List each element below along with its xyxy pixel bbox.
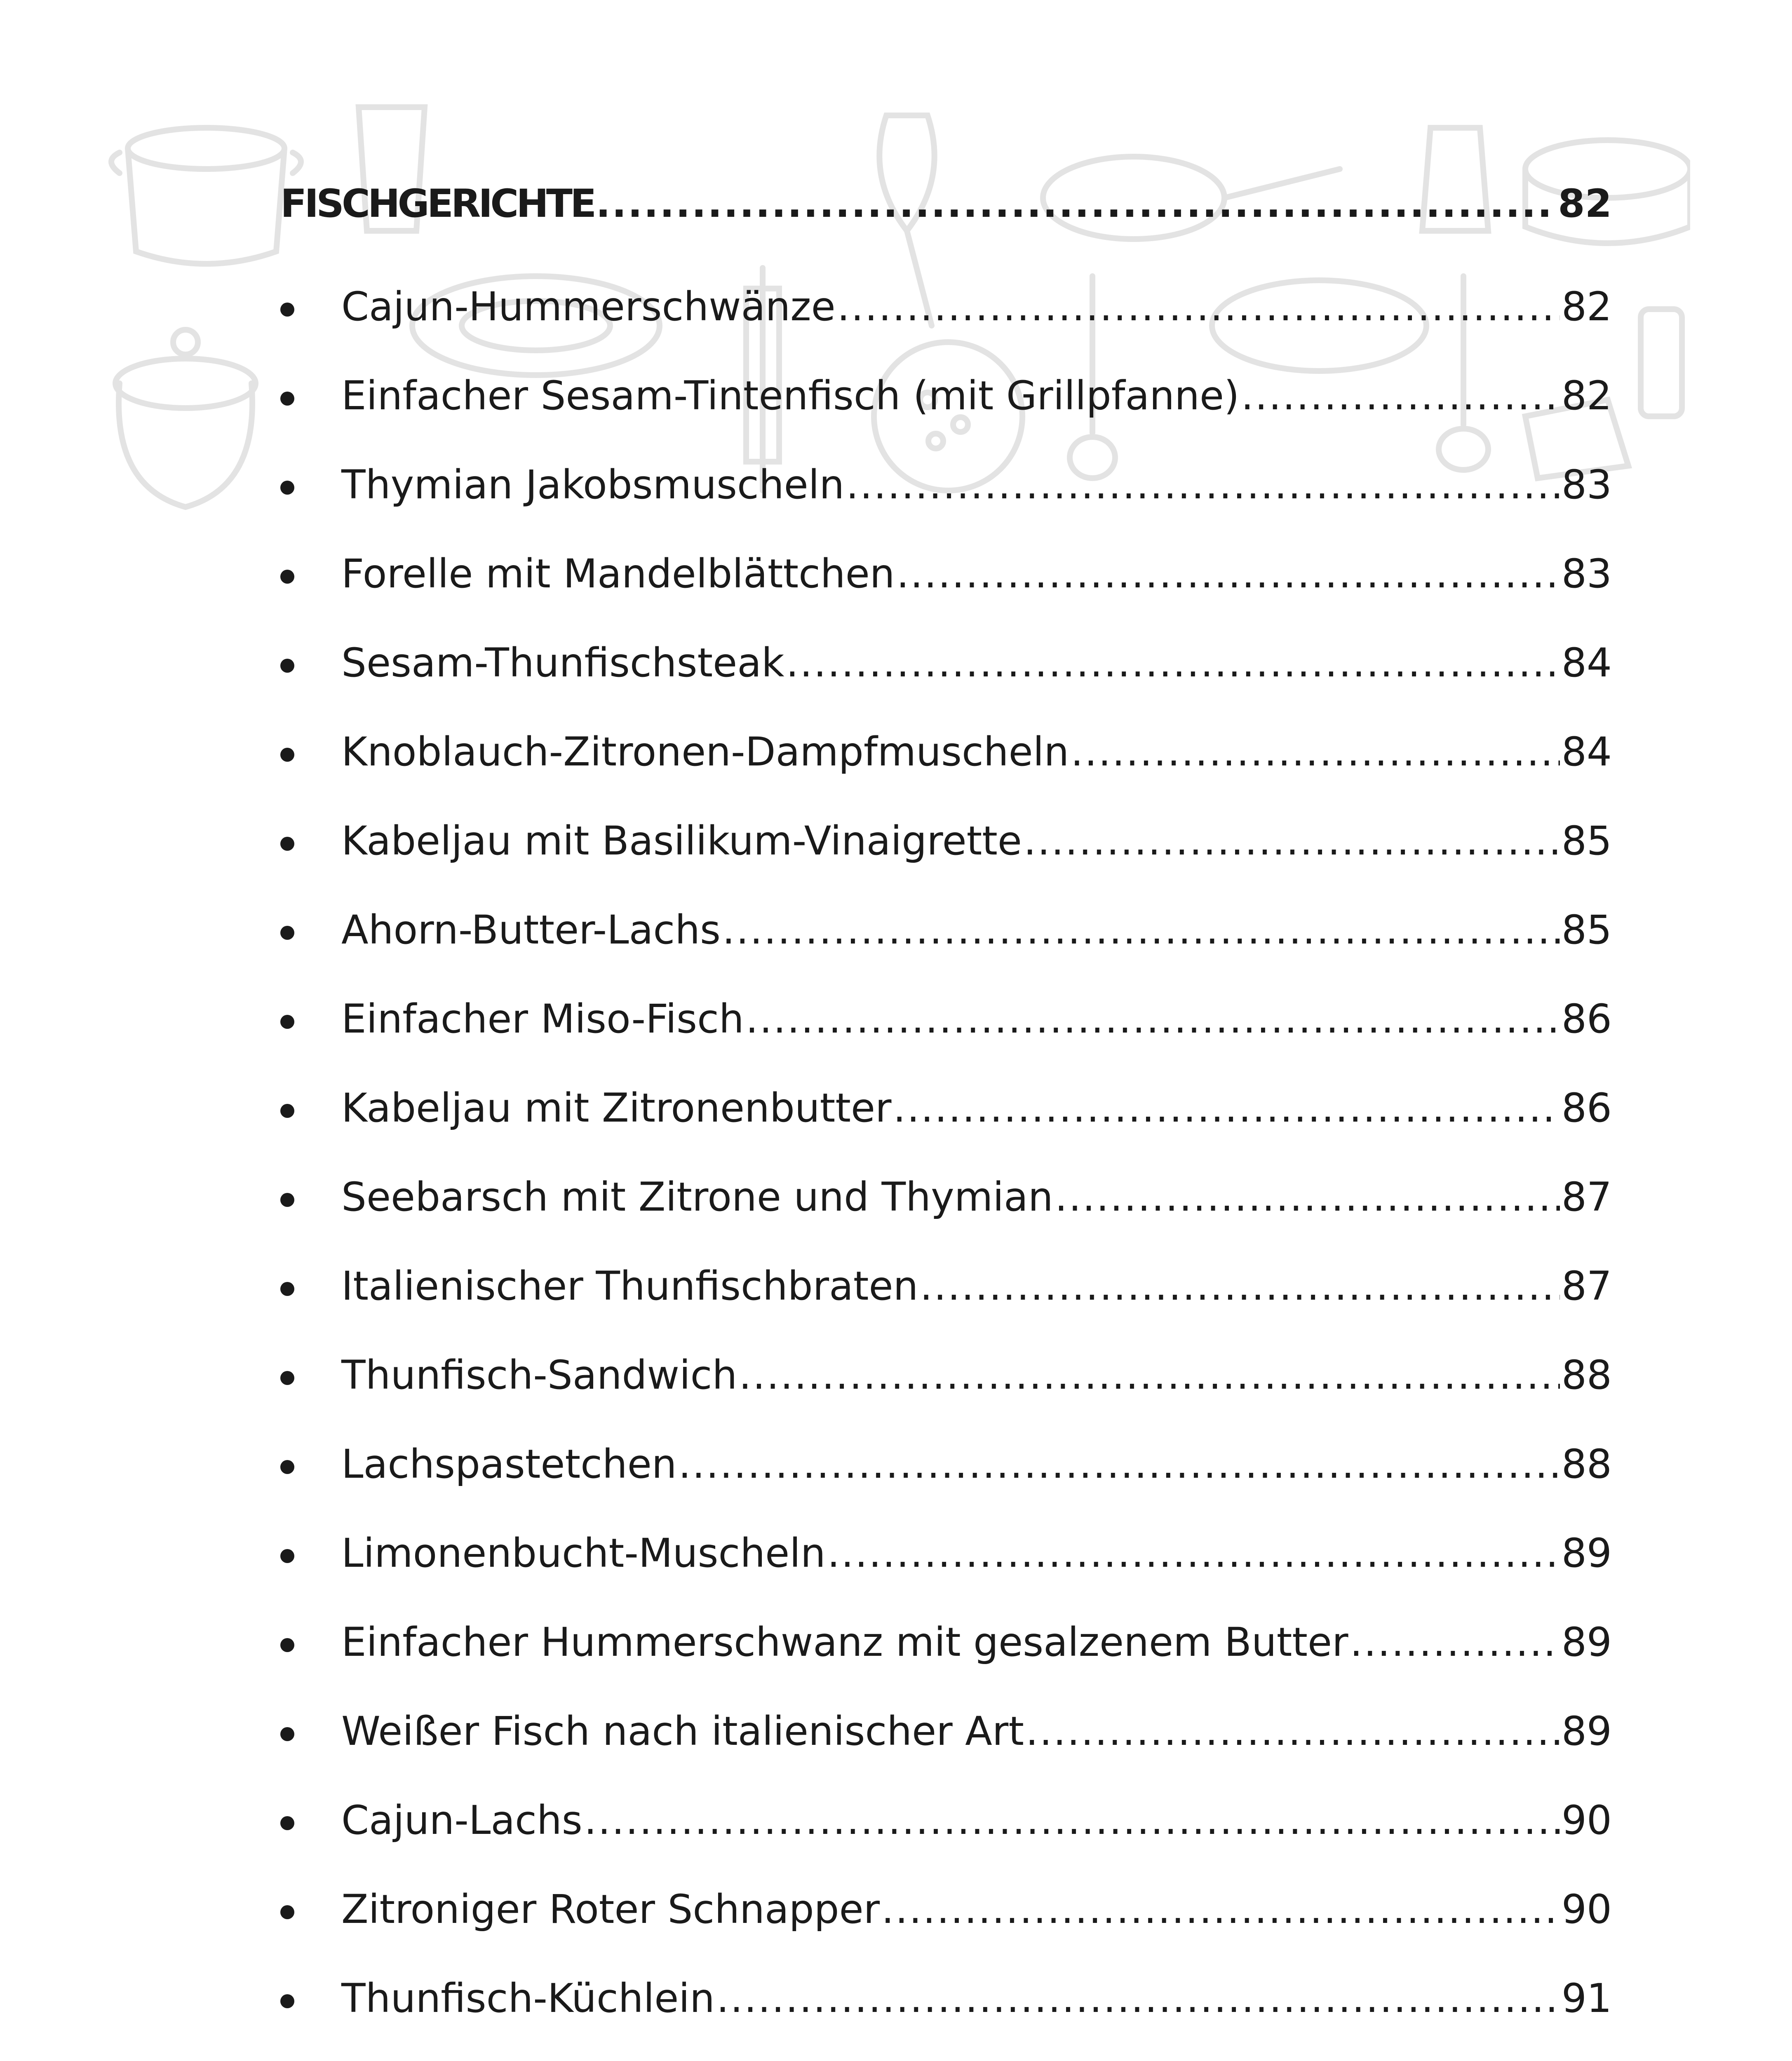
toc-entry-title: Ahorn-Butter-Lachs <box>341 907 721 953</box>
toc-entry-title: Thymian Jakobsmuscheln <box>341 462 845 508</box>
toc-leader-dots <box>893 1088 1559 1128</box>
toc-entry-page: 85 <box>1561 818 1612 864</box>
bullet-icon <box>280 1193 294 1207</box>
toc-entry[interactable] <box>280 1687 1612 1776</box>
toc-leader-dots <box>722 910 1560 950</box>
toc-entry-page: 82 <box>1561 373 1612 419</box>
toc-leader-dots <box>739 1355 1560 1395</box>
toc-entry[interactable] <box>280 707 1612 796</box>
bullet-icon <box>280 1905 294 1919</box>
bullet-icon <box>280 1015 294 1029</box>
toc-entry-page: 84 <box>1561 640 1612 686</box>
toc-entry[interactable] <box>280 529 1612 618</box>
toc-leader-dots <box>881 1890 1560 1929</box>
toc-leader-dots <box>596 185 1556 223</box>
bullet-icon <box>280 303 294 317</box>
toc-entry-page: 86 <box>1561 996 1612 1042</box>
toc-entry[interactable] <box>280 1509 1612 1598</box>
toc-entry[interactable] <box>280 974 1612 1063</box>
toc-heading[interactable] <box>280 173 1612 235</box>
toc-entry[interactable] <box>280 885 1612 974</box>
toc-entry-page: 87 <box>1561 1174 1612 1220</box>
toc-leader-dots <box>837 287 1560 326</box>
toc-leader-dots <box>1350 1622 1560 1662</box>
bullet-icon <box>280 1104 294 1118</box>
table-of-contents <box>280 173 1612 2061</box>
toc-entry-page: 88 <box>1561 1352 1612 1398</box>
toc-entry-title: Lachspastetchen <box>341 1441 677 1487</box>
toc-entry-title: Weißer Fisch nach italienischer Art <box>341 1708 1024 1754</box>
toc-leader-dots <box>746 999 1560 1039</box>
toc-entry[interactable] <box>280 2043 1612 2061</box>
toc-entry-page: 89 <box>1561 1619 1612 1665</box>
bullet-icon <box>280 392 294 406</box>
bullet-icon <box>280 1816 294 1830</box>
toc-entry-page: 85 <box>1561 907 1612 953</box>
toc-entry[interactable] <box>280 1063 1612 1153</box>
toc-entry-page: 87 <box>1561 1263 1612 1309</box>
toc-leader-dots <box>1024 821 1560 861</box>
toc-entry[interactable] <box>280 1331 1612 1420</box>
toc-leader-dots <box>716 1979 1560 2018</box>
toc-entry[interactable] <box>280 1420 1612 1509</box>
toc-entry-page: 82 <box>1561 284 1612 330</box>
toc-heading-page: 82 <box>1558 181 1612 226</box>
toc-entry[interactable] <box>280 1242 1612 1331</box>
toc-entry-page: 83 <box>1561 551 1612 597</box>
toc-leader-dots <box>897 554 1560 594</box>
toc-entry[interactable] <box>280 1776 1612 1865</box>
toc-entry-title: Einfacher Miso-Fisch <box>341 996 744 1042</box>
bullet-icon <box>280 1549 294 1563</box>
toc-entry-page: 88 <box>1561 1441 1612 1487</box>
toc-entry-title: Knoblauch-Zitronen-Dampfmuscheln <box>341 729 1069 775</box>
toc-entry[interactable] <box>280 351 1612 440</box>
bullet-icon <box>280 1282 294 1296</box>
toc-leader-dots <box>1055 1177 1560 1217</box>
bullet-icon <box>280 1460 294 1474</box>
toc-entry-title: Italienischer Thunfischbraten <box>341 1263 918 1309</box>
toc-heading-title: FISCHGERICHTE <box>280 181 594 226</box>
toc-entry-title: Seebarsch mit Zitrone und Thymian <box>341 1174 1053 1220</box>
toc-entry-page: 89 <box>1561 1708 1612 1754</box>
toc-entry-page: 91 <box>1561 1975 1612 2021</box>
toc-entry[interactable] <box>280 1865 1612 1954</box>
toc-entry[interactable] <box>280 796 1612 885</box>
toc-leader-dots <box>1071 732 1560 772</box>
toc-leader-dots <box>846 465 1560 505</box>
bullet-icon <box>280 837 294 851</box>
toc-item-list <box>280 262 1612 2061</box>
bullet-icon <box>280 570 294 584</box>
bullet-icon <box>280 1638 294 1652</box>
toc-entry-page: 90 <box>1561 1886 1612 1932</box>
toc-entry-title: Thunfisch-Küchlein <box>341 1975 715 2021</box>
toc-entry-title: Limonenbucht-Muscheln <box>341 1530 826 1576</box>
toc-entry-title: Thunfisch-Sandwich <box>341 1352 737 1398</box>
toc-leader-dots <box>1026 1711 1560 1751</box>
toc-entry[interactable] <box>280 262 1612 351</box>
bullet-icon <box>280 1371 294 1385</box>
toc-leader-dots <box>920 1266 1559 1306</box>
toc-entry-page: 83 <box>1561 462 1612 508</box>
toc-entry-title: Einfacher Sesam-Tintenfisch (mit Grillpfanne) <box>341 373 1240 419</box>
bullet-icon <box>280 926 294 940</box>
toc-entry-title: Cajun-Lachs <box>341 1797 582 1843</box>
toc-entry-title: Sesam-Thunfischsteak <box>341 640 784 686</box>
toc-entry[interactable] <box>280 440 1612 529</box>
toc-entry-page: 90 <box>1561 1797 1612 1843</box>
toc-entry-page: 89 <box>1561 1530 1612 1576</box>
toc-entry-page: 84 <box>1561 729 1612 775</box>
toc-leader-dots <box>786 643 1560 683</box>
toc-entry[interactable] <box>280 618 1612 707</box>
toc-leader-dots <box>679 1444 1560 1484</box>
toc-entry[interactable] <box>280 1954 1612 2043</box>
bullet-icon <box>280 481 294 495</box>
bullet-icon <box>280 1994 294 2008</box>
toc-leader-dots <box>1241 376 1559 415</box>
toc-leader-dots <box>827 1533 1560 1573</box>
toc-entry-title: Einfacher Hummerschwanz mit gesalzenem Butter <box>341 1619 1348 1665</box>
toc-entry-title: Forelle mit Mandelblättchen <box>341 551 895 597</box>
toc-entry-title: Cajun-Hummerschwänze <box>341 284 836 330</box>
toc-entry-title: Zitroniger Roter Schnapper <box>341 1886 880 1932</box>
toc-entry[interactable] <box>280 1598 1612 1687</box>
toc-entry-title: Kabeljau mit Zitronenbutter <box>341 1085 892 1131</box>
bullet-icon <box>280 748 294 762</box>
toc-entry-page: 86 <box>1561 1085 1612 1131</box>
bullet-icon <box>280 1727 294 1741</box>
bullet-icon <box>280 659 294 673</box>
toc-leader-dots <box>584 1800 1560 1840</box>
toc-entry[interactable] <box>280 1153 1612 1242</box>
toc-entry-title: Kabeljau mit Basilikum-Vinaigrette <box>341 818 1022 864</box>
